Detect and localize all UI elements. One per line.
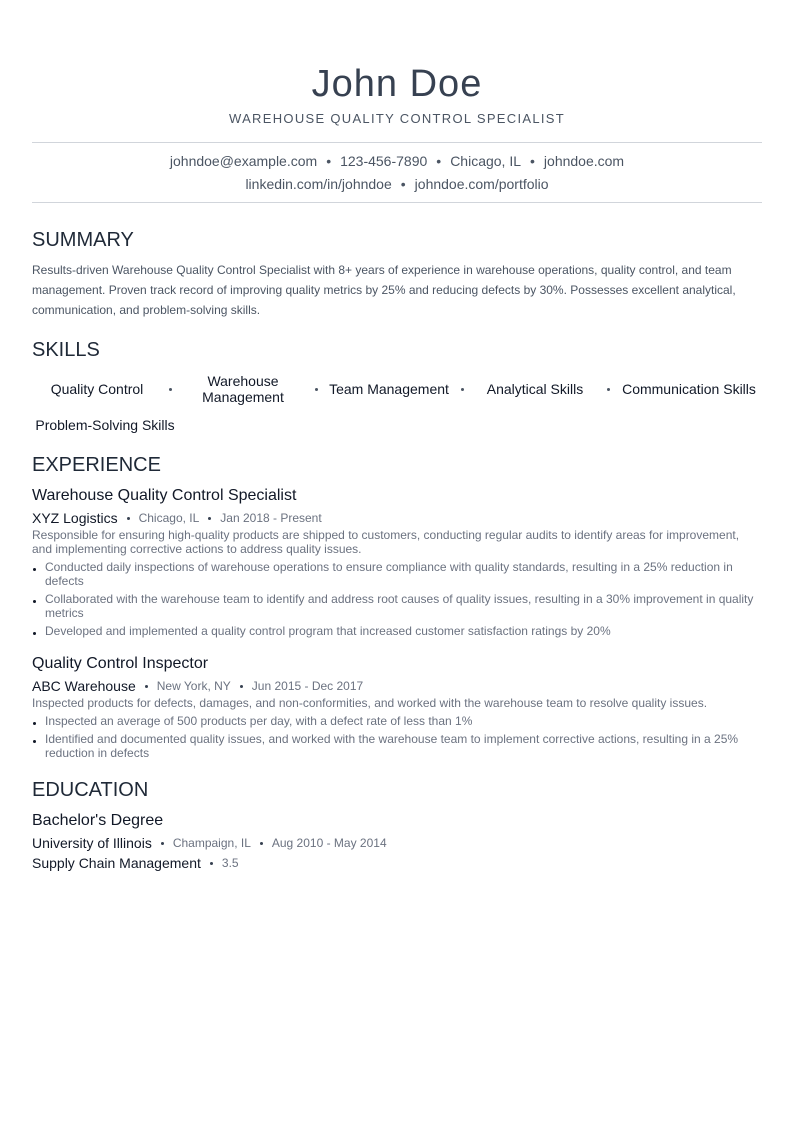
job-meta <box>32 677 762 695</box>
education-school-meta <box>32 834 762 852</box>
job-bullet: Conducted daily inspections of warehouse operations to ensure compliance with quality standards, resulting in a 25% reduction in defects <box>32 560 762 588</box>
summary-heading: SUMMARY <box>32 229 134 251</box>
job-bullet: Inspected an average of 500 products per day, with a defect rate of less than 1% <box>32 714 762 728</box>
skill-separator <box>315 388 318 391</box>
job-role: Warehouse Quality Control Specialist <box>32 487 297 504</box>
job-bullets <box>32 560 762 638</box>
header-divider-bottom <box>32 202 762 203</box>
job-company: ABC Warehouse <box>32 678 136 694</box>
skill-separator <box>461 388 464 391</box>
contact-linkedin[interactable]: linkedin.com/in/johndoe <box>245 176 392 192</box>
education-gpa: 3.5 <box>221 856 239 870</box>
job-bullet: Collaborated with the warehouse team to identify and address root causes of quality issues, resulting in a 30% improvement in quality metrics <box>32 592 762 620</box>
education-location: Champaign, IL <box>172 836 251 850</box>
education-school: University of Illinois <box>32 835 152 851</box>
job-bullet: Identified and documented quality issues, and worked with the warehouse team to implement corrective actions, resulting in a 25% reduction in defects <box>32 732 762 760</box>
job-entry <box>32 486 762 638</box>
contact-line-2: linkedin.com/in/johndoe • johndoe.com/portfolio <box>245 176 549 192</box>
skill-item: Communication Skills <box>622 381 756 397</box>
skills-list <box>32 373 762 433</box>
contact-line-1: johndoe@example.com • 123-456-7890 • Chicago, IL • johndoe.com <box>169 153 625 169</box>
job-bullet: Developed and implemented a quality control program that increased customer satisfaction ratings by 20% <box>32 624 762 638</box>
contact-location: Chicago, IL <box>450 153 522 169</box>
skill-separator <box>607 388 610 391</box>
job-location: Chicago, IL <box>138 511 200 525</box>
education-field-meta <box>32 854 762 872</box>
job-bullets <box>32 714 762 760</box>
skill-item: Team Management <box>329 381 449 397</box>
contact-email[interactable]: johndoe@example.com <box>169 153 318 169</box>
skill-separator <box>169 388 172 391</box>
job-meta <box>32 509 762 527</box>
job-dates: Jun 2015 - Dec 2017 <box>251 679 364 693</box>
skill-item: Analytical Skills <box>486 381 584 397</box>
skill-item: Warehouse Management <box>202 373 284 405</box>
candidate-name: John Doe <box>311 63 483 105</box>
job-company: XYZ Logistics <box>32 510 118 526</box>
experience-heading: EXPERIENCE <box>32 454 161 476</box>
skills-heading: SKILLS <box>32 339 100 361</box>
job-dates: Jan 2018 - Present <box>220 511 322 525</box>
contact-phone[interactable]: 123-456-7890 <box>340 153 428 169</box>
contact-block <box>32 143 762 202</box>
summary-text: Results-driven Warehouse Quality Control Specialist with 8+ years of experience in warehouse operations, quality control, and team management. Proven track record of improving quality metrics by 25% and reducing defects by 30%. Possesses excellent analytical, communication, and problem-solving skills. <box>32 263 736 317</box>
job-description: Responsible for ensuring high-quality products are shipped to customers, conducting regular audits to identify areas for improvement, and implementing corrective actions to address quality issues. <box>32 528 740 556</box>
candidate-title: WAREHOUSE QUALITY CONTROL SPECIALIST <box>229 111 565 126</box>
education-dates: Aug 2010 - May 2014 <box>271 836 387 850</box>
skill-item: Problem-Solving Skills <box>35 417 175 433</box>
education-heading: EDUCATION <box>32 779 149 801</box>
contact-website[interactable]: johndoe.com <box>543 153 625 169</box>
skill-item: Quality Control <box>50 381 144 397</box>
resume-page <box>32 60 762 872</box>
education-degree: Bachelor's Degree <box>32 812 164 829</box>
education-field: Supply Chain Management <box>32 855 201 871</box>
contact-portfolio[interactable]: johndoe.com/portfolio <box>414 176 549 192</box>
job-location: New York, NY <box>156 679 231 693</box>
job-role: Quality Control Inspector <box>32 655 209 672</box>
job-description: Inspected products for defects, damages, and non-conformities, and worked with the warehouse team to resolve quality issues. <box>32 696 708 710</box>
job-entry <box>32 654 762 760</box>
